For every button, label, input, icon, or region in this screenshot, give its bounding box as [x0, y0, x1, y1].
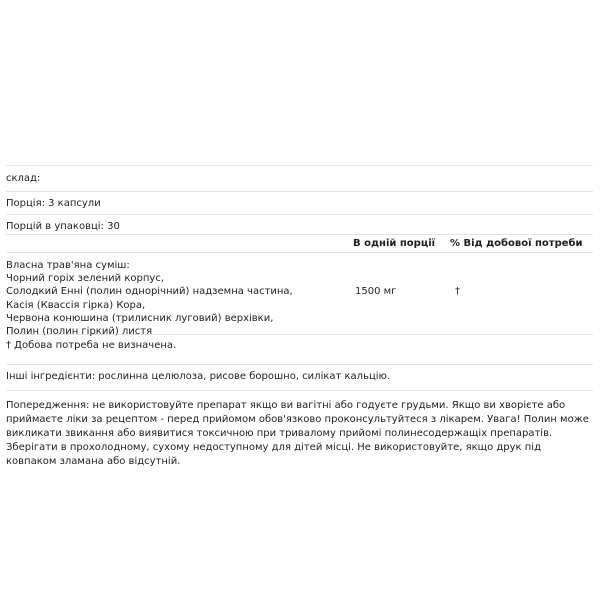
ingredient-line: Касія (Квассія гірка) Кора, — [6, 299, 146, 311]
composition-row — [6, 165, 593, 191]
ingredient-line: Червона конюшина (трилисник луговий) верхівки, — [6, 312, 274, 324]
serving-size-row — [6, 191, 593, 214]
ingredient-names — [6, 259, 336, 338]
ingredient-line: Чорний горіх зелений корпус, — [6, 273, 164, 285]
composition-title: склад: — [6, 173, 41, 184]
other-ingredients-text: Інші інгредієнти: рослинна целюлоза, рисове борошно, силікат кальцію. — [6, 371, 391, 382]
warning — [6, 390, 593, 469]
ingredient-amount: 1500 мг — [355, 286, 397, 297]
other-ingredients — [6, 364, 593, 386]
ingredient-line: Полин (полин гіркий) листя — [6, 326, 153, 338]
footnote: † Добова потреба не визначена. — [6, 340, 177, 351]
per-serving-header: В одній порції — [353, 238, 436, 249]
servings-per-container: Порцій в упаковці: 30 — [6, 221, 120, 232]
ingredient-line: Власна трав'яна суміш: — [6, 260, 130, 271]
supplement-facts-panel — [6, 165, 593, 469]
servings-per-container-row — [6, 214, 593, 234]
ingredient-row — [6, 252, 593, 338]
table-header-row — [6, 234, 593, 252]
daily-value-header: % Від добової потреби — [450, 238, 583, 249]
ingredient-line: Солодкий Енні (полин однорічний) надземна частина, — [6, 286, 293, 298]
warning-text: Попередження: не використовуйте препарат якщо ви вагітні або годуєте грудьми. Якщо ви хворієте або приймаєте ліки за рецептом - перед прийомом обов'язково проконсультуйтеся з лікарем. Увага! Полин може викликати звикання або виявитися токсичною при тривалому прийомі полинесодержащіх препаратів. Зберігати в прохолодному, сухому недоступному для дітей місці. Не використовуйте, якщо друк під ковпаком зламана або відсутній. — [6, 400, 589, 467]
ingredient-daily-value: † — [455, 286, 460, 297]
serving-size: Порція: 3 капсули — [6, 198, 101, 209]
